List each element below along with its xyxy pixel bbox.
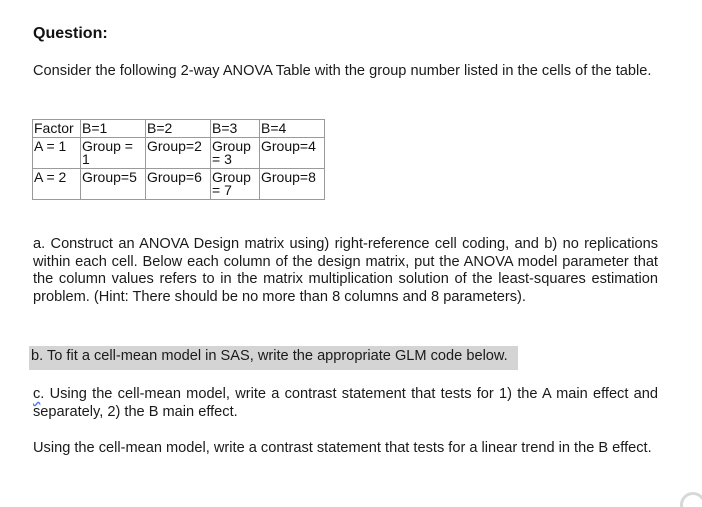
question-heading: Question: [33, 25, 108, 42]
table-header-cell: B=2 [146, 120, 211, 138]
table-cell: A = 1 [33, 138, 81, 169]
table-cell: Group=8 [260, 169, 325, 200]
table-cell: Group = 1 [81, 138, 146, 169]
spellcheck-flagged-letter[interactable]: c [33, 386, 41, 402]
table-cell: Group=2 [146, 138, 211, 169]
highlighted-selection[interactable] [29, 346, 518, 370]
part-a-paragraph: a. Construct an ANOVA Design matrix using) right-reference cell coding, and b) no replications within each cell. Below each column of the design matrix, put the ANOVA model parameter that the column values refers to in the matrix multiplication solution of the least-squares estimation problem. (Hint: There should be no more than 8 columns and 8 parameters). [33, 236, 658, 305]
table-cell: Group=4 [260, 138, 325, 169]
table-cell: Group=5 [81, 169, 146, 200]
table-cell: Group = 7 [211, 169, 260, 200]
table-header-cell: B=4 [260, 120, 325, 138]
intro-paragraph: Consider the following 2-way ANOVA Table with the group number listed in the cells of the table. [33, 63, 652, 79]
table-row [33, 138, 325, 169]
part-b-paragraph [31, 346, 518, 370]
anova-table [32, 119, 325, 200]
table-header-cell: B=3 [211, 120, 260, 138]
table-cell: A = 2 [33, 169, 81, 200]
table-row [33, 169, 325, 200]
part-c-text: . Using the cell-mean model, write a contrast statement that tests for 1) the A main effect and separately, 2) the B main effect. [33, 386, 658, 420]
table-header-cell: Factor [33, 120, 81, 138]
table-header-cell: B=1 [81, 120, 146, 138]
table-cell: Group = 3 [211, 138, 260, 169]
part-b-text: To fit a cell-mean model in SAS, write the appropriate GLM code below. [46, 348, 508, 364]
table-cell: Group=6 [146, 169, 211, 200]
table-header-row [33, 120, 325, 138]
part-b-prefix: b. [31, 348, 44, 364]
part-c-paragraph [33, 386, 658, 421]
loading-spinner-icon [680, 492, 702, 507]
part-d-paragraph: Using the cell-mean model, write a contrast statement that tests for a linear trend in the B effect. [33, 440, 652, 456]
